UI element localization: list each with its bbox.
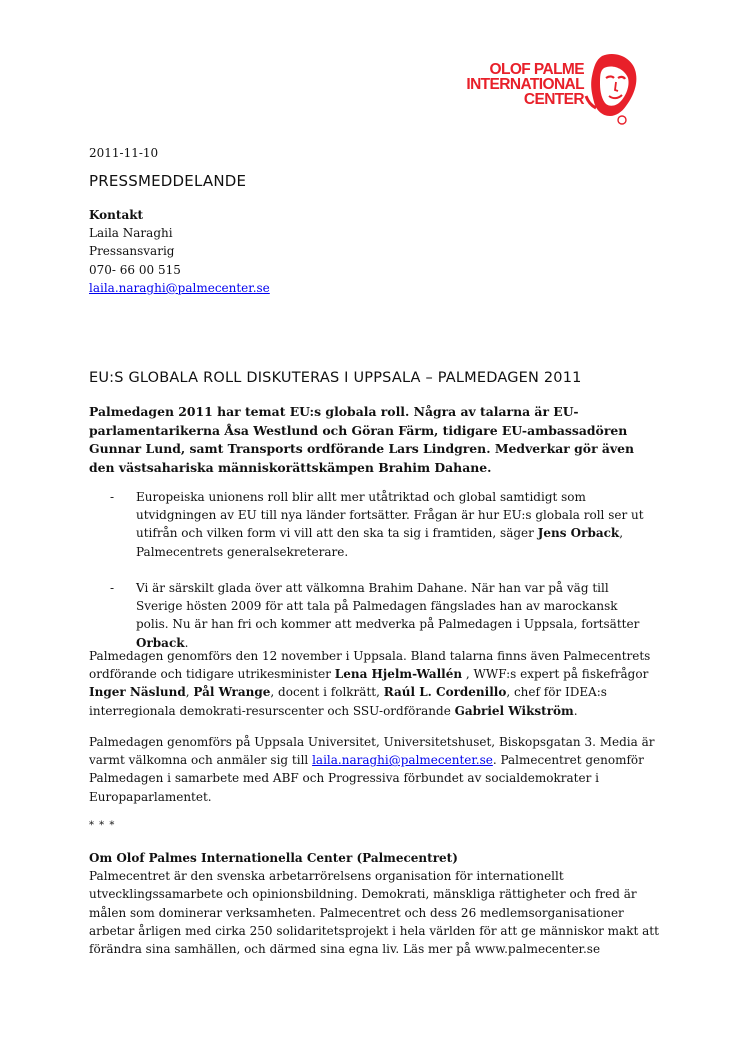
speaker-name: Gabriel Wikström: [454, 703, 574, 718]
text-segment: . Palmecentret genomför Palmedagen i samarbete med ABF och Progressiva förbundet av socialdemokrater i Europaparlamentet.: [89, 753, 644, 804]
quote-tail: .: [184, 635, 189, 650]
text-segment: .: [573, 703, 578, 718]
bullet-dash: -: [110, 490, 115, 504]
logo-line-3: CENTER: [523, 91, 584, 108]
quote-list: [110, 488, 650, 652]
speaker-name: Raúl L. Cordenillo: [383, 685, 507, 700]
text-segment: Palmedagen genomförs den 12 november i Uppsala. Bland talarna finns även Palmecentrets ordförande och tidigare utrikesminister: [89, 649, 651, 682]
contact-phone: 070- 66 00 515: [89, 262, 181, 277]
document-type: PRESSMEDDELANDE: [89, 172, 247, 190]
headline: EU:S GLOBALA ROLL DISKUTERAS I UPPSALA – PALMEDAGEN 2011: [89, 370, 582, 386]
olof-palme-logo: [460, 52, 640, 130]
speakers-paragraph: [89, 647, 664, 720]
contact-role: Pressansvarig: [89, 244, 175, 259]
about-section: [89, 849, 664, 958]
text-segment: , chef för IDEA:s interregionala demokrati-resurscenter och SSU-ordförande: [89, 685, 607, 718]
contact-block: [89, 206, 270, 297]
quote-item: [110, 579, 650, 652]
quote-speaker: Jens Orback: [537, 526, 620, 541]
text-segment: Palmedagen genomförs på Uppsala Universitet, Universitetshuset, Biskopsgatan 3. Media är varmt välkomna och anmäler sig till: [89, 735, 655, 768]
quote-speaker: Orback: [136, 635, 185, 650]
speaker-name: Pål Wrange: [193, 685, 271, 700]
speaker-name: Inger Näslund: [89, 685, 186, 700]
contact-label: Kontakt: [89, 208, 144, 222]
about-text: Palmecentret är den svenska arbetarrörelsens organisation för internationellt utvecklingssamarbete och opinionsbildning. Demokrati, mänskliga rättigheter och fred är målen som dominerar verksamheten. Palmecentret och dess 26 medlemsorganisationer arbetar årligen med cirka 250 solidaritetsprojekt i hela världen för att ge människor makt att förändra sina samhällen, och därmed sina egna liv. Läs mer på www.palmecenter.se: [89, 869, 659, 957]
quote-text: Vi är särskilt glada över att välkomna Brahim Dahane. När han var på väg till Sverige hösten 2009 för att tala på Palmedagen fängslades han av marockansk polis. Nu är han fri och kommer att medverka på Palmedagen i Uppsala, fortsätter: [136, 581, 640, 632]
quote-text: Europeiska unionens roll blir allt mer utåtriktad och global samtidigt som utvidgningen av EU till nya länder fortsätter. Frågan är hur EU:s globala roll ser ut utifrån och vilken form vi vill att den ska ta sig i framtiden, säger: [136, 490, 644, 541]
text-segment: , WWF:s expert på fiskefrågor: [462, 667, 649, 682]
lead-paragraph: Palmedagen 2011 har temat EU:s globala roll. Några av talarna är EU-parlamentarikerna Åsa Westlund och Göran Färm, tidigare EU-ambassadören Gunnar Lund, samt Transports ordförande Lars Lindgren. Medverkar gör även den västsahariska människorättskämpen Brahim Dahane.: [89, 404, 635, 475]
bullet-dash: -: [110, 581, 115, 595]
registration-email-link[interactable]: laila.naraghi@palmecenter.se: [312, 753, 493, 768]
about-title: Om Olof Palmes Internationella Center (Palmecentret): [89, 851, 458, 865]
speaker-name: Lena Hjelm-Wallén: [334, 667, 463, 682]
contact-name: Laila Naraghi: [89, 226, 173, 241]
quote-item: [110, 488, 650, 561]
palme-portrait-icon: [582, 52, 640, 128]
quote-tail: , Palmecentrets generalsekreterare.: [136, 526, 624, 559]
logo-line-2: INTERNATIONAL: [466, 76, 584, 93]
logo-line-1: OLOF PALME: [489, 61, 584, 78]
release-date: 2011-11-10: [89, 146, 159, 160]
text-segment: ,: [185, 685, 194, 700]
text-segment: , docent i folkrätt,: [270, 685, 384, 700]
logo-wordmark: [460, 62, 584, 107]
venue-paragraph: [89, 733, 664, 806]
contact-email-link[interactable]: laila.naraghi@palmecenter.se: [89, 280, 270, 295]
section-separator: * * *: [89, 820, 116, 831]
